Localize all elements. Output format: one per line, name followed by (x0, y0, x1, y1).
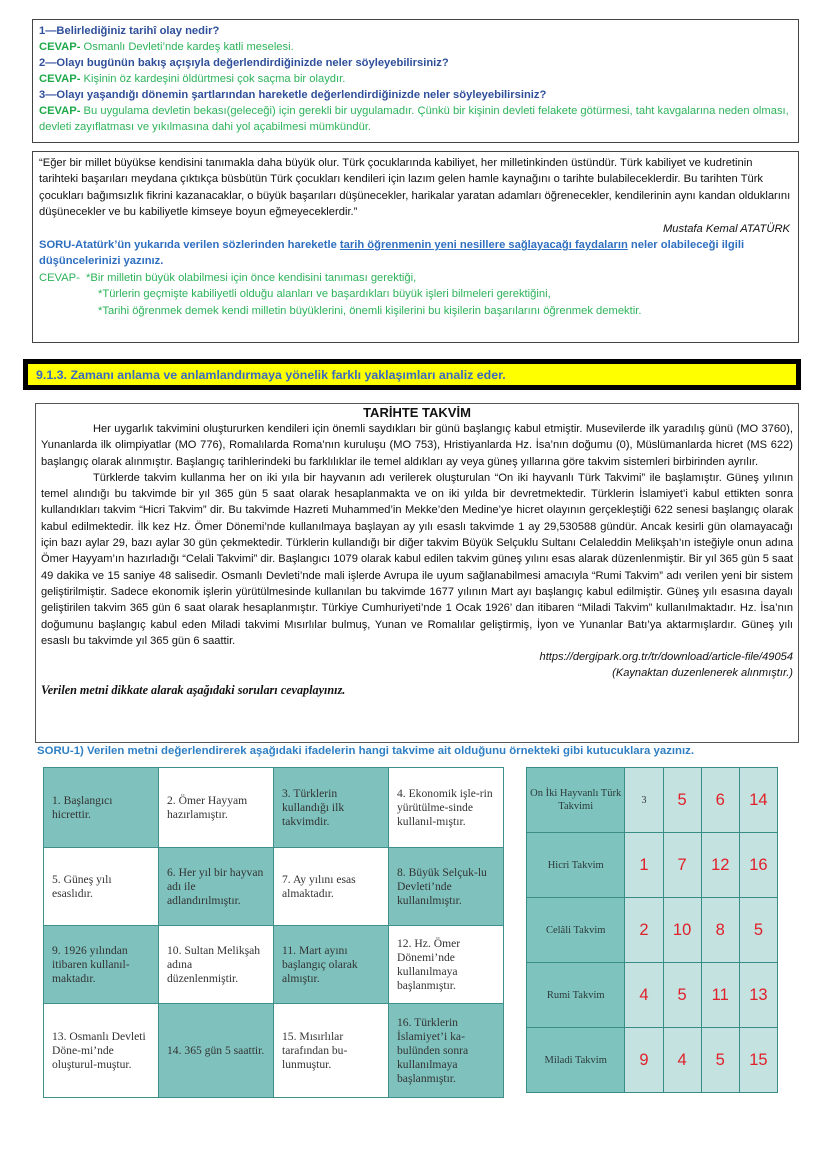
statement-cell: 12. Hz. Ömer Dönemi’nde kullanılmaya başlanmıştır. (389, 926, 504, 1004)
question-2: 2—Olayı bugünün bakış açışıyla değerlendirdiğinizde neler söyleyebilirsiniz? (39, 57, 449, 69)
answer-box[interactable]: 3 (625, 768, 663, 833)
statement-grid (43, 767, 504, 1098)
statement-cell: 3. Türklerin kullandığı ilk takvimdir. (274, 768, 389, 848)
calendar-label: Celâli Takvim (527, 898, 625, 963)
answer-label: CEVAP- (39, 41, 81, 53)
passage-paragraph: Her uygarlık takvimini oluştururken kendileri için önemli saydıkları bir günü başlangıç kabul etmiştir. Musevilerde ilk yaradılış günü (MO 3760), Yunanlarda ilk olimpiyatlar (MO 776), Romalılarda Roma’nın kuruluşu (MO 753), Hristiyanlarda Hz. İsa’nın doğumu (0), Müslümanlarda hicret (MS 622) başlangıç olarak alınmıştır. Başlangıç tarihlerindeki bu farklılıklar ile temel aldıkları ay veya güneş yıllarına göre takvim sistemleri birbirinden ayrılır. (41, 423, 793, 468)
answer-row-celali (527, 898, 778, 963)
learning-outcome-text: 9.1.3. Zamanı anlama ve anlamlandırmaya yönelik farklı yaklaşımları analiz eder. (36, 368, 506, 382)
statement-cell: 13. Osmanlı Devleti Döne-mi’nde oluşturul-muştur. (44, 1004, 159, 1098)
instruction-text: Verilen metni dikkate alarak aşağıdaki soruları cevaplayınız. (41, 682, 346, 697)
answer-line-1 (39, 270, 792, 286)
statement-cell: 5. Güneş yılı esaslıdır. (44, 848, 159, 926)
question-1-prompt: SORU-1) Verilen metni değerlendirerek aşağıdaki ifadelerin hangi takvime ait olduğunu örnekteki gibi kutucuklara yazınız. (37, 745, 695, 757)
source-url: https://dergipark.org.tr/tr/download/article-file/49054 (539, 651, 793, 664)
question-prefix: SORU-Atatürk’ün yukarıda verilen sözlerinden hareketle (39, 239, 340, 252)
answer-text: Kişinin öz kardeşini öldürtmesi çok saçma bir olaydır. (80, 73, 346, 85)
grid-row (44, 1004, 504, 1098)
question-underlined: tarih öğrenmenin yeni nesillere sağlayacağı faydaların (339, 239, 628, 252)
answer-box[interactable]: 14 (739, 768, 777, 833)
answer-box[interactable]: 16 (739, 833, 777, 898)
calendar-label: Rumi Takvim (527, 963, 625, 1028)
answer-label: CEVAP- (39, 73, 81, 85)
answer-row-rumi (527, 963, 778, 1028)
answer-box[interactable]: 4 (625, 963, 663, 1028)
ataturk-quote: “Eğer bir millet büyükse kendisini tanımakla daha büyük olur. Türk çocuklarında kabiliyet, her milletinkinden üstündür. Türk kabiliyet ve kudretinin tarihteki başarıları meydana çıktıkça büsbütün Türk çocukları kendileri için lazım gelen hamle kaynağını o tarihte bulabileceklerdir. Bu tarihten Türk çocukları bağımsızlık fikrini kazanacaklar, o büyük başarıları düşünecekler, harikalar yaratan adamları öğrenecekler, kendilerinin aynı kandan olduklarını düşünecekler ve bu kabiliyetle kimseye boyun eğmeyeceklerdir.” (39, 157, 791, 219)
answer-box[interactable]: 5 (663, 768, 701, 833)
answer-box[interactable]: 12 (701, 833, 739, 898)
answer-box[interactable]: 5 (663, 963, 701, 1028)
answer-row-hicri (527, 833, 778, 898)
answer-box[interactable]: 8 (701, 898, 739, 963)
question-suffix: neler olabileceği ilgili düşüncelerinizi yazınız. (39, 239, 745, 268)
calendar-label: Miladi Takvim (527, 1028, 625, 1093)
qa-box-kardes-katli (32, 19, 799, 143)
answer-box[interactable]: 15 (739, 1028, 777, 1093)
answer-row-miladi (527, 1028, 778, 1093)
statement-cell: 1. Başlangıcı hicrettir. (44, 768, 159, 848)
answer-3 (39, 103, 792, 135)
statement-cell: 15. Mısırlılar tarafından bu-lunmuştur. (274, 1004, 389, 1098)
question-3: 3—Olayı yaşandığı dönemin şartlarından hareketle değerlendirdiğinizde neler söyleyebilirsiniz? (39, 89, 547, 101)
statement-cell: 10. Sultan Melikşah adına düzenlenmiştir. (159, 926, 274, 1004)
statement-cell: 9. 1926 yılından itibaren kullanıl-maktadır. (44, 926, 159, 1004)
learning-outcome-banner (23, 359, 801, 390)
grid-row (44, 848, 504, 926)
answer-row-on-iki-hayvanli (527, 768, 778, 833)
statement-cell: 8. Büyük Selçuk-lu Devleti’nde kullanılmıştır. (389, 848, 504, 926)
answer-box[interactable]: 11 (701, 963, 739, 1028)
answer-box[interactable]: 6 (701, 768, 739, 833)
answer-text: Bu uygulama devletin bekası(geleceği) için gerekli bir uygulamadır. Çünkü bir kişinin devleti felakete götürmesi, taht kavgalarına neden olması, devleti zayıflatması ve yıkılmasına dahi yol açabilmesi mümkündür. (39, 105, 789, 133)
answer-label: CEVAP- (39, 271, 80, 284)
grid-row (44, 926, 504, 1004)
answer-item: *Türlerin geçmişte kabiliyetli olduğu alanları ve başardıkları büyük işleri bilmeleri gerektiğini, (98, 288, 551, 301)
statement-cell: 7. Ay yılını esas almaktadır. (274, 848, 389, 926)
answer-box[interactable]: 5 (701, 1028, 739, 1093)
quote-author: Mustafa Kemal ATATÜRK (662, 222, 790, 235)
passage-title: TARİHTE TAKVİM (363, 405, 471, 420)
statement-cell: 11. Mart ayını başlangıç olarak almıştır. (274, 926, 389, 1004)
statement-cell: 6. Her yıl bir hayvan adı ile adlandırılmıştır. (159, 848, 274, 926)
answer-box[interactable]: 9 (625, 1028, 663, 1093)
answer-1 (39, 39, 792, 55)
answer-box[interactable]: 7 (663, 833, 701, 898)
quote-question (39, 237, 792, 270)
source-note: (Kaynaktan duzenlenerek alınmıştır.) (612, 667, 793, 680)
reading-passage (35, 403, 799, 743)
answer-box[interactable]: 4 (663, 1028, 701, 1093)
answer-2 (39, 71, 792, 87)
calendar-label: Hicri Takvim (527, 833, 625, 898)
question-1: 1—Belirlediğiniz tarihî olay nedir? (39, 25, 220, 37)
statement-cell: 14. 365 gün 5 saattir. (159, 1004, 274, 1098)
answer-box[interactable]: 1 (625, 833, 663, 898)
quote-box (32, 151, 799, 343)
answer-box[interactable]: 10 (663, 898, 701, 963)
answer-table (526, 767, 778, 1093)
answer-label: CEVAP- (39, 105, 81, 117)
answer-item: *Tarihi öğrenmek demek kendi milletin büyüklerini, önemli kişilerini bu kişilerin başarılarını öğrenmek demektir. (98, 304, 642, 317)
statement-cell: 16. Türklerin İslamiyet’i ka-bulünden sonra kullanılmaya başlanmıştır. (389, 1004, 504, 1098)
answer-item: *Bir milletin büyük olabilmesi için önce kendisini tanıması gerektiği, (86, 271, 417, 284)
statement-cell: 2. Ömer Hayyam hazırlamıştır. (159, 768, 274, 848)
answer-box[interactable]: 13 (739, 963, 777, 1028)
passage-paragraph: Türklerde takvim kullanma her on iki yıla bir hayvanın adı verilerek oluşturulan “On iki hayvanlı Türk Takvimi” ile başlamıştır. Güneş yılının temel alındığı bu takvimde bir yıl 365 gün 5 saat olarak hesaplanmakta ve on iki yılda bir devretmektedir. Türklerin İslamiyet’i kabul ettikten sonra kullandıkları takvim “Hicri Takvim” dir. Bu takvimde Hazreti Muhammed’in Mekke’den Medine’ye hicret olayının gerçekleştiği 622 senesi başlangıç olarak kabul edilmektedir. İlk kez Hz. Ömer Dönemi’nde kullanılmaya başlayan ay yılı esaslı takvimde 1 ay 29,530588 gündür. Ancak kesirli gün olamayacağı için bazı aylar 29, bazı aylar 30 gün çekmektedir. Türklerin kullandığı bir diğer takvim Büyük Selçuklu Sultanı Celaleddin Melikşah’ın isteğiyle onun adına Ömer Hayyam’ın hazırladığı “Celali Takvimi” dir. Başlangıcı 1079 olarak kabul edilen takvim güneş yılını esas alarak düzenlenmiştir. Bir yıl 365 gün 5 saat 49 dakika ve 15 saniye 48 salisedir. Osmanlı Devleti’nde mali işlerde Avrupa ile uyum sağlanabilmesi amacıyla “Rumi Takvim” adı verilen yeni bir sistem geliştirilmiştir. Sadece ekonomik işlerin yürütülmesinde kullanılan bu takvimde 1677 yılının Mart ayı başlangıç kabul edilmiştir. Güneş yılı esasına dayalı geliştirilen takvim 365 gün 6 saat olarak hesaplanmıştır. Türkiye Cumhuriyeti’nde 1 Ocak 1926’ dan itibaren “Miladi Takvim” kullanılmaktadır. Hz. İsa’nın doğumunu başlangıç kabul eden Miladi takvimi Mısırlılar bulmuş, Yunan ve Romalılar geliştirmiş, İyon ve Yunanlar Batı’ya aktarmışlardır. Güneş yılı esaslı bu takvimde yıl 365 gün 6 saattir. (41, 471, 793, 647)
answer-box[interactable]: 2 (625, 898, 663, 963)
grid-row (44, 768, 504, 848)
answer-box[interactable]: 5 (739, 898, 777, 963)
answer-text: Osmanlı Devleti’nde kardeş katli meselesi. (80, 41, 294, 53)
calendar-label: On İki Hayvanlı Türk Takvimi (527, 768, 625, 833)
statement-cell: 4. Ekonomik işle-rin yürütülme-sinde kullanıl-mıştır. (389, 768, 504, 848)
